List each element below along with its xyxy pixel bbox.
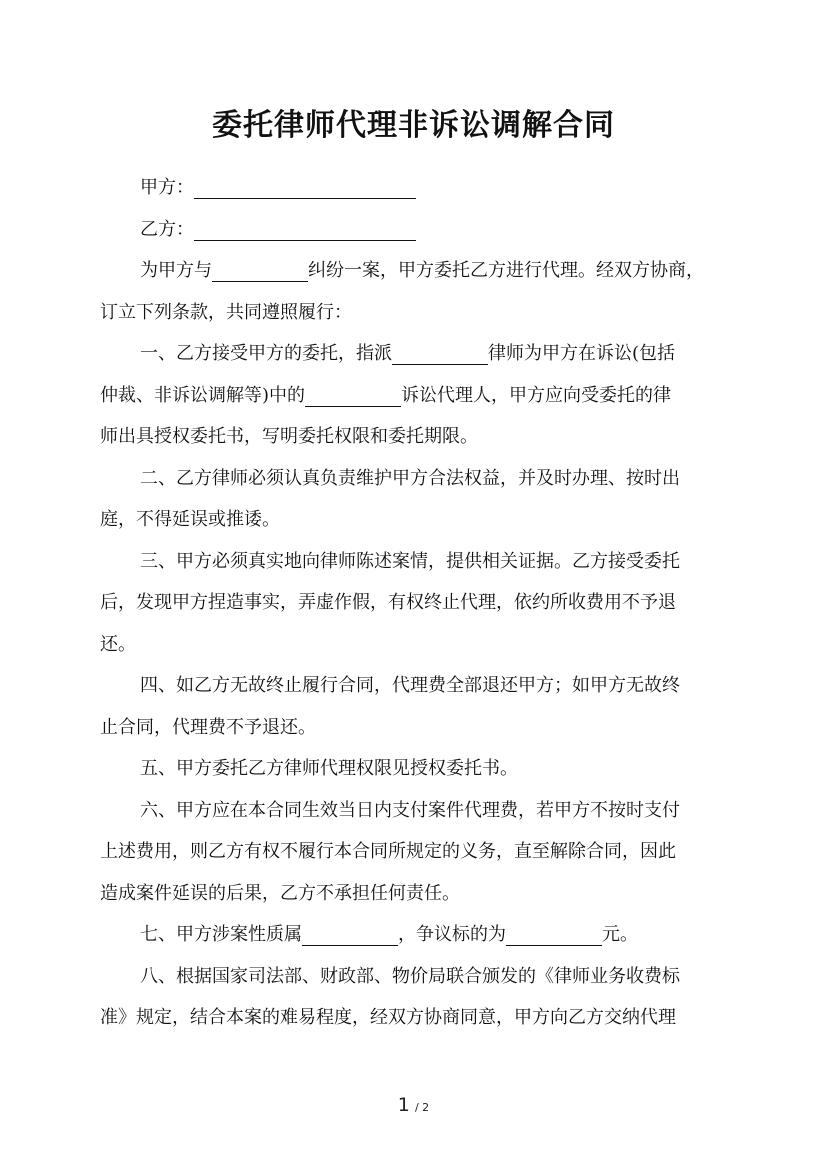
contract-body: [100, 167, 728, 1039]
clause-7-line-1: [100, 914, 728, 956]
party-b-label: 乙方：: [140, 218, 194, 240]
clause-text: 七、甲方涉案性质属: [140, 924, 302, 945]
clause-1-line-1: [100, 333, 728, 375]
clause-2-line-1: 二、乙方律师必须认真负责维护甲方合法权益，并及时办理、按时出: [140, 467, 680, 489]
page-footer: [0, 1094, 827, 1116]
clause-8-line-2: 准》规定，结合本案的难易程度，经双方协商同意，甲方向乙方交纳代理: [100, 1007, 676, 1028]
clause-6-line-1: 六、甲方应在本合同生效当日内支付案件代理费，若甲方不按时支付: [140, 799, 680, 821]
case-nature-blank[interactable]: [302, 925, 398, 946]
intro-text: 纠纷一案，甲方委托乙方进行代理。经双方协商，: [308, 260, 704, 281]
lawyer-name-blank[interactable]: [392, 344, 488, 365]
dispute-amount-blank[interactable]: [506, 925, 602, 946]
clause-4-line-2: 止合同，代理费不予退还。: [100, 716, 316, 738]
proxy-type-blank[interactable]: [305, 386, 401, 407]
party-a-blank[interactable]: [194, 178, 416, 199]
party-b-blank[interactable]: [194, 220, 416, 241]
clause-3-line-2: 后，发现甲方捏造事实，弄虚作假，有权终止代理，依约所收费用不予退: [100, 592, 676, 613]
clause-text: 仲裁、非诉讼调解等)中的: [100, 384, 306, 406]
clause-4-line-1: 四、如乙方无故终止履行合同，代理费全部退还甲方；如甲方无故终: [140, 675, 680, 696]
document-title: 委托律师代理非诉讼调解合同: [212, 108, 615, 143]
clause-3-line-1: 三、甲方必须真实地向律师陈述案情，提供相关证据。乙方接受委托: [140, 550, 680, 572]
clause-text: ，争议标的为: [398, 924, 506, 945]
page-total: / 2: [414, 1101, 430, 1114]
page-number: 1: [397, 1094, 410, 1116]
clause-1-line-3: 师出具授权委托书，写明委托权限和委托期限。: [100, 426, 478, 447]
clause-text: 元。: [602, 924, 638, 945]
clause-text: 诉讼代理人，甲方应向受委托的律: [401, 384, 672, 406]
clause-text: 律师为甲方在诉讼(包括: [488, 343, 676, 364]
clause-text: 一、乙方接受甲方的委托，指派: [140, 343, 392, 364]
clause-5-line-1: 五、甲方委托乙方律师代理权限见授权委托书。: [140, 758, 518, 779]
clause-8-line-1: 八、根据国家司法部、财政部、物价局联合颁发的《律师业务收费标: [140, 965, 680, 987]
clause-2-line-2: 庭，不得延误或推诿。: [100, 509, 280, 530]
intro-line-1: [100, 250, 728, 292]
party-b-line: [100, 209, 728, 251]
clause-6-line-3: 造成案件延误的后果，乙方不承担任何责任。: [100, 882, 460, 904]
party-a-label: 甲方：: [140, 177, 194, 198]
clause-6-line-2: 上述费用，则乙方有权不履行本合同所规定的义务，直至解除合同，因此: [100, 841, 676, 862]
intro-text: 为甲方与: [140, 260, 212, 281]
clause-3-line-3: 还。: [100, 633, 136, 655]
clause-1-line-2: [100, 375, 728, 417]
intro-line-2: 订立下列条款，共同遵照履行：: [100, 301, 352, 323]
party-a-line: [100, 167, 728, 209]
dispute-blank[interactable]: [212, 261, 308, 282]
